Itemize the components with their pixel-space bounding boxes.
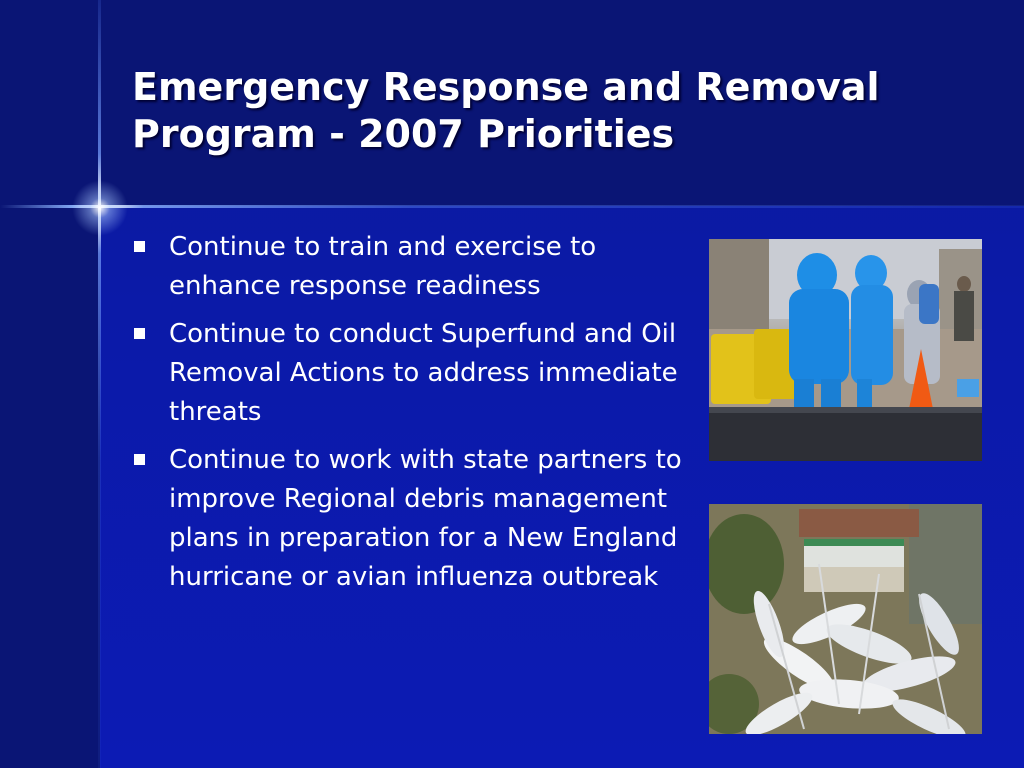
bullet-item: [132, 315, 692, 432]
left-band: [0, 0, 100, 768]
bullet-text: Continue to conduct Superfund and Oil Removal Actions to address immediate threats: [169, 319, 678, 427]
square-bullet-icon: [134, 454, 145, 465]
light-flare-glow: [72, 180, 128, 236]
slide-title: Emergency Response and Removal Program - 2007 Priorities: [132, 65, 880, 156]
bullet-text: Continue to work with state partners to improve Regional debris management plans in preparation for a New England hurricane or avian influenza outbreak: [169, 445, 682, 592]
horizontal-light-flare: [0, 205, 1024, 208]
hazmat-training-illustration: [709, 239, 982, 461]
vertical-light-flare: [98, 0, 101, 768]
bullet-item: [132, 228, 692, 306]
hazmat-training-photo: [709, 239, 982, 461]
bullet-item: [132, 441, 692, 597]
square-bullet-icon: [134, 241, 145, 252]
bullet-text: Continue to train and exercise to enhance response readiness: [169, 232, 597, 301]
bullet-list: [132, 228, 692, 606]
damaged-boats-illustration: [709, 504, 982, 734]
damaged-boats-photo: [709, 504, 982, 734]
square-bullet-icon: [134, 328, 145, 339]
